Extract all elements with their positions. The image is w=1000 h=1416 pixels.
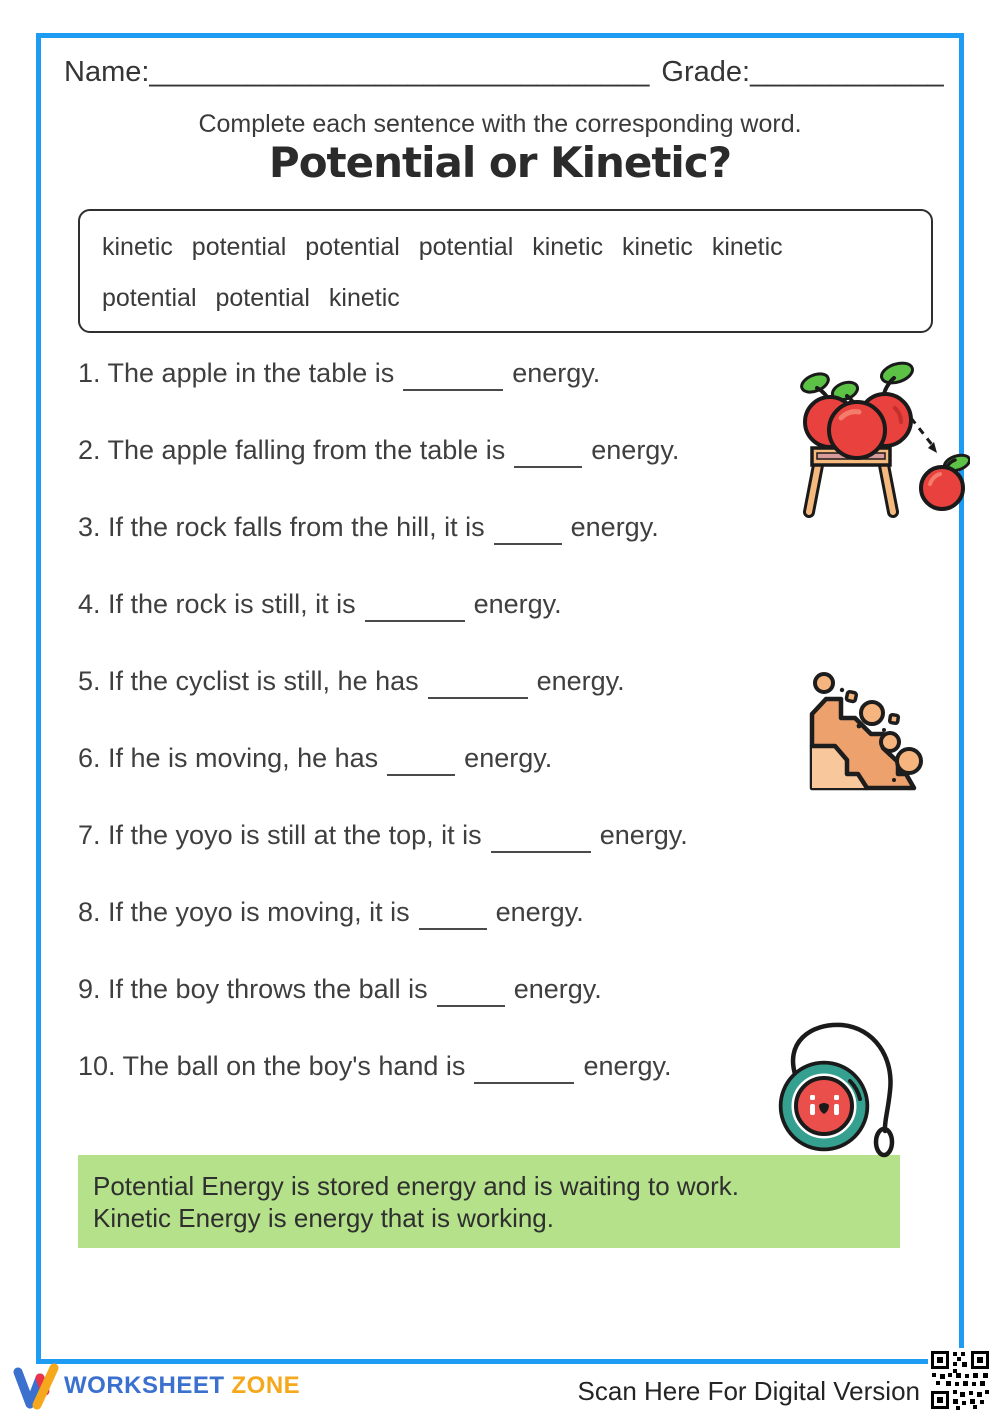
logo-text-worksheet: WORKSHEET bbox=[64, 1372, 225, 1399]
question-9 bbox=[78, 974, 602, 1007]
question-10 bbox=[78, 1051, 672, 1084]
note-line-2: Kinetic Energy is energy that is working. bbox=[93, 1203, 554, 1233]
question-2 bbox=[78, 435, 679, 468]
answer-blank-10[interactable] bbox=[474, 1054, 574, 1084]
worksheetzone-logo bbox=[12, 1362, 300, 1410]
word-bank-box bbox=[78, 209, 933, 333]
question-6-text: 6. If he is moving, he has bbox=[78, 743, 379, 773]
answer-blank-6[interactable] bbox=[387, 746, 455, 776]
question-2-suffix: energy. bbox=[591, 435, 680, 465]
logo-text-zone: ZONE bbox=[231, 1372, 301, 1399]
answer-blank-1[interactable] bbox=[403, 361, 503, 391]
question-10-text: 10. The ball on the boy's hand is bbox=[78, 1051, 466, 1081]
answer-blank-8[interactable] bbox=[419, 900, 487, 930]
question-9-text: 9. If the boy throws the ball is bbox=[78, 974, 428, 1004]
question-3-suffix: energy. bbox=[570, 512, 659, 542]
question-5 bbox=[78, 666, 625, 699]
question-6-suffix: energy. bbox=[464, 743, 553, 773]
question-4 bbox=[78, 589, 562, 622]
note-box bbox=[78, 1155, 900, 1248]
yoyo-illustration bbox=[772, 1015, 917, 1160]
name-grade-row bbox=[64, 56, 944, 89]
question-3-text: 3. If the rock falls from the hill, it is bbox=[78, 512, 485, 542]
question-8-text: 8. If the yoyo is moving, it is bbox=[78, 897, 410, 927]
word-bank-line-2: potential potential kinetic bbox=[102, 284, 400, 312]
question-1-text: 1. The apple in the table is bbox=[78, 358, 395, 388]
question-6 bbox=[78, 743, 552, 776]
answer-blank-7[interactable] bbox=[491, 823, 591, 853]
grade-write-line[interactable]: ____________ bbox=[750, 56, 944, 88]
question-2-text: 2. The apple falling from the table is bbox=[78, 435, 506, 465]
question-5-suffix: energy. bbox=[536, 666, 625, 696]
answer-blank-5[interactable] bbox=[428, 669, 528, 699]
question-8-suffix: energy. bbox=[495, 897, 584, 927]
answer-blank-4[interactable] bbox=[365, 592, 465, 622]
word-bank-line-1: kinetic potential potential potential kinetic kinetic kinetic bbox=[102, 233, 783, 261]
question-7 bbox=[78, 820, 688, 853]
apples-on-table-illustration bbox=[775, 360, 970, 525]
question-9-suffix: energy. bbox=[513, 974, 602, 1004]
question-10-suffix: energy. bbox=[583, 1051, 672, 1081]
answer-blank-3[interactable] bbox=[494, 515, 562, 545]
question-1-suffix: energy. bbox=[512, 358, 601, 388]
question-4-text: 4. If the rock is still, it is bbox=[78, 589, 356, 619]
name-write-line[interactable]: _______________________________ bbox=[149, 56, 650, 88]
scan-here-text: Scan Here For Digital Version bbox=[577, 1376, 920, 1406]
note-line-1: Potential Energy is stored energy and is waiting to work. bbox=[93, 1171, 740, 1201]
page-title: Potential or Kinetic? bbox=[268, 138, 732, 187]
rockslide-illustration bbox=[795, 668, 925, 800]
question-1 bbox=[78, 358, 600, 391]
name-label: Name: bbox=[64, 56, 150, 88]
qr-code bbox=[928, 1348, 992, 1412]
worksheetzone-logo-icon bbox=[12, 1362, 60, 1410]
question-4-suffix: energy. bbox=[473, 589, 562, 619]
answer-blank-9[interactable] bbox=[437, 977, 505, 1007]
question-7-suffix: energy. bbox=[599, 820, 688, 850]
question-3 bbox=[78, 512, 659, 545]
question-5-text: 5. If the cyclist is still, he has bbox=[78, 666, 419, 696]
answer-blank-2[interactable] bbox=[514, 438, 582, 468]
instruction-text: Complete each sentence with the corresponding word. bbox=[198, 110, 802, 138]
grade-label: Grade: bbox=[661, 56, 751, 88]
question-7-text: 7. If the yoyo is still at the top, it is bbox=[78, 820, 482, 850]
question-8 bbox=[78, 897, 584, 930]
